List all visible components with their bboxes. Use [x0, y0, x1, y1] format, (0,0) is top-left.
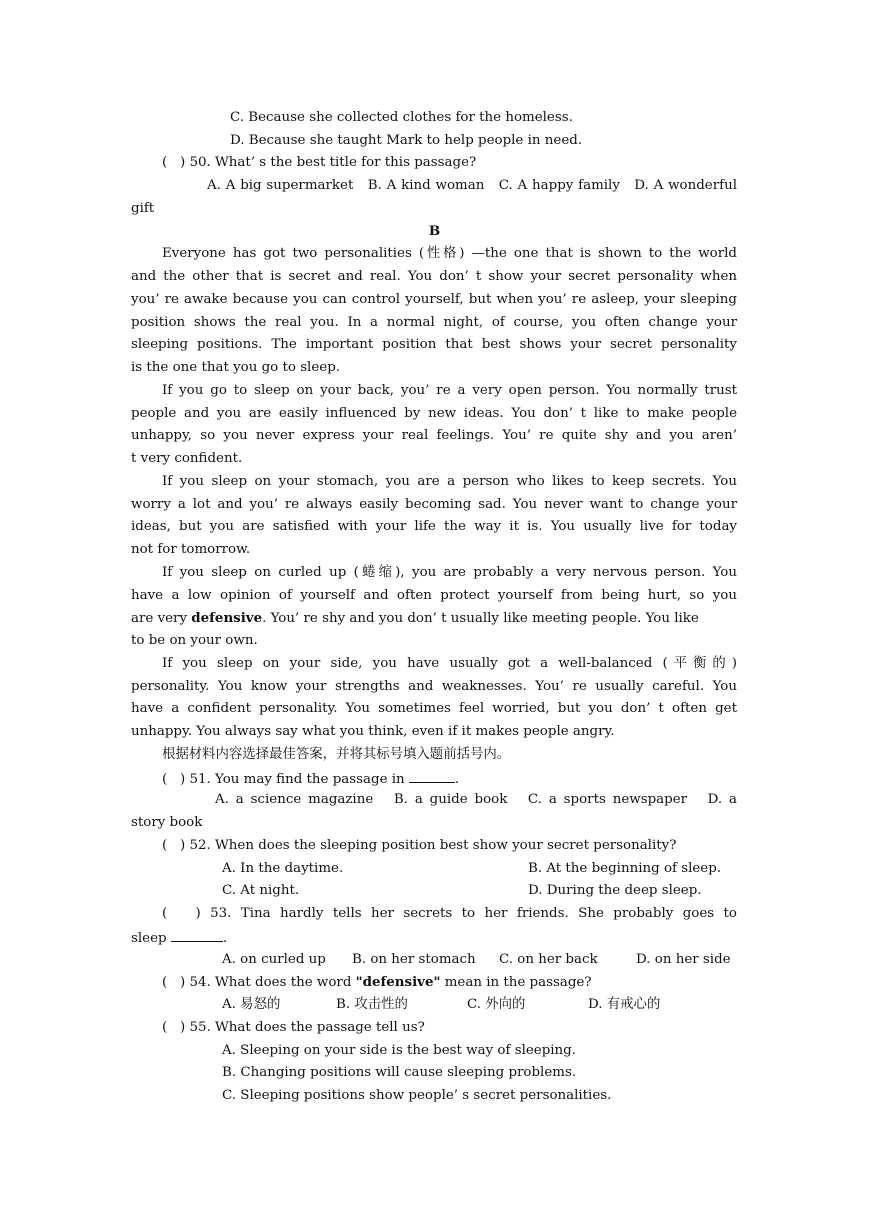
passage-line: have a low opinion of yourself and often protect yourself from being hurt, so you: [131, 588, 737, 603]
passage-line: If you go to sleep on your back, you’ re a very open person. You normally trust: [162, 383, 737, 398]
q51-options: A. a science magazine B. a guide book C. a sports newspaper D. a: [215, 792, 737, 807]
passage-line: If you sleep on your stomach, you are a person who likes to keep secrets. You: [162, 474, 737, 489]
passage-line: have a confident personality. You sometimes feel worried, but you don’ t often get: [131, 701, 737, 716]
passage-line: If you sleep on curled up (蜷缩), you are probably a very nervous person. You: [162, 565, 737, 580]
q54-stem: ( ) 54. What does the word "defensive" mean in the passage?: [162, 974, 592, 990]
q52-option-d: D. During the deep sleep.: [528, 883, 702, 898]
q49-option-c: C. Because she collected clothes for the homeless.: [230, 110, 573, 125]
q54-option-c: C. 外向的: [467, 997, 526, 1012]
keyword-defensive: "defensive": [355, 974, 441, 990]
answer-blank: [171, 928, 223, 942]
passage-line: sleeping positions. The important position that best shows your secret personality: [131, 337, 737, 352]
q53-option-d: D. on her side: [636, 952, 731, 967]
q52-stem: ( ) 52. When does the sleeping position best show your secret personality?: [162, 838, 677, 853]
passage-line: you’ re awake because you can control yourself, but when you’ re asleep, your sleeping: [131, 292, 737, 307]
passage-line: If you sleep on your side, you have usually got a well-balanced (平衡的): [162, 656, 737, 671]
q55-stem: ( ) 55. What does the passage tell us?: [162, 1020, 425, 1035]
passage-line: ideas, but you are satisfied with your life the way it is. You usually live for today: [131, 519, 737, 534]
q51-options-wrap: story book: [131, 815, 203, 830]
passage-line: and the other that is secret and real. You don’ t show your secret personality when: [131, 269, 737, 284]
passage-line: is the one that you go to sleep.: [131, 360, 341, 375]
passage-line: t very confident.: [131, 451, 243, 466]
q50-options-wrap: gift: [131, 201, 155, 216]
section-title: B: [428, 223, 441, 239]
passage-line: are very defensive. You’ re shy and you don’ t usually like meeting people. You like: [131, 610, 699, 626]
instruction: 根据材料内容选择最佳答案，并将其标号填入题前括号内。: [162, 747, 511, 762]
q54-option-d: D. 有戒心的: [588, 997, 661, 1012]
q55-option-c: C. Sleeping positions show people’ s secret personalities.: [222, 1088, 612, 1103]
q55-option-b: B. Changing positions will cause sleeping problems.: [222, 1065, 577, 1080]
passage-line: unhappy, so you never express your real feelings. You’ re quite shy and you aren’: [131, 428, 737, 443]
q52-option-b: B. At the beginning of sleep.: [528, 861, 722, 876]
q52-option-c: C. At night.: [222, 883, 300, 898]
passage-line: position shows the real you. In a normal night, of course, you often change your: [131, 315, 737, 330]
q53-option-a: A. on curled up: [222, 952, 326, 967]
passage-line: to be on your own.: [131, 633, 258, 648]
passage-line: unhappy. You always say what you think, even if it makes people angry.: [131, 724, 615, 739]
passage-line: not for tomorrow.: [131, 542, 251, 557]
q55-option-a: A. Sleeping on your side is the best way of sleeping.: [222, 1043, 577, 1058]
answer-blank: [409, 769, 455, 783]
q51-stem: ( ) 51. You may find the passage in .: [162, 769, 459, 789]
q54-option-b: B. 攻击性的: [336, 997, 408, 1012]
q50-options: A. A big supermarket B. A kind woman C. A happy family D. A wonderful: [207, 178, 737, 193]
q54-option-a: A. 易怒的: [222, 997, 281, 1012]
q49-option-d: D. Because she taught Mark to help people in need.: [230, 133, 583, 148]
q53-option-c: C. on her back: [499, 952, 598, 967]
q53-stem: ( ) 53. Tina hardly tells her secrets to her friends. She probably goes to: [162, 906, 737, 921]
passage-line: people and you are easily influenced by new ideas. You don’ t like to make people: [131, 406, 737, 421]
q53-option-b: B. on her stomach: [352, 952, 476, 967]
passage-line: personality. You know your strengths and weaknesses. You’ re usually careful. You: [131, 679, 737, 694]
passage-line: worry a lot and you’ re always easily becoming sad. You never want to change your: [131, 497, 737, 512]
q52-option-a: A. In the daytime.: [222, 861, 344, 876]
passage-line: Everyone has got two personalities (性格) —the one that is shown to the world: [162, 246, 737, 261]
keyword-defensive: defensive: [191, 610, 263, 626]
q50-stem: ( ) 50. What’ s the best title for this passage?: [162, 155, 477, 170]
q53-stem-wrap: sleep .: [131, 928, 227, 948]
